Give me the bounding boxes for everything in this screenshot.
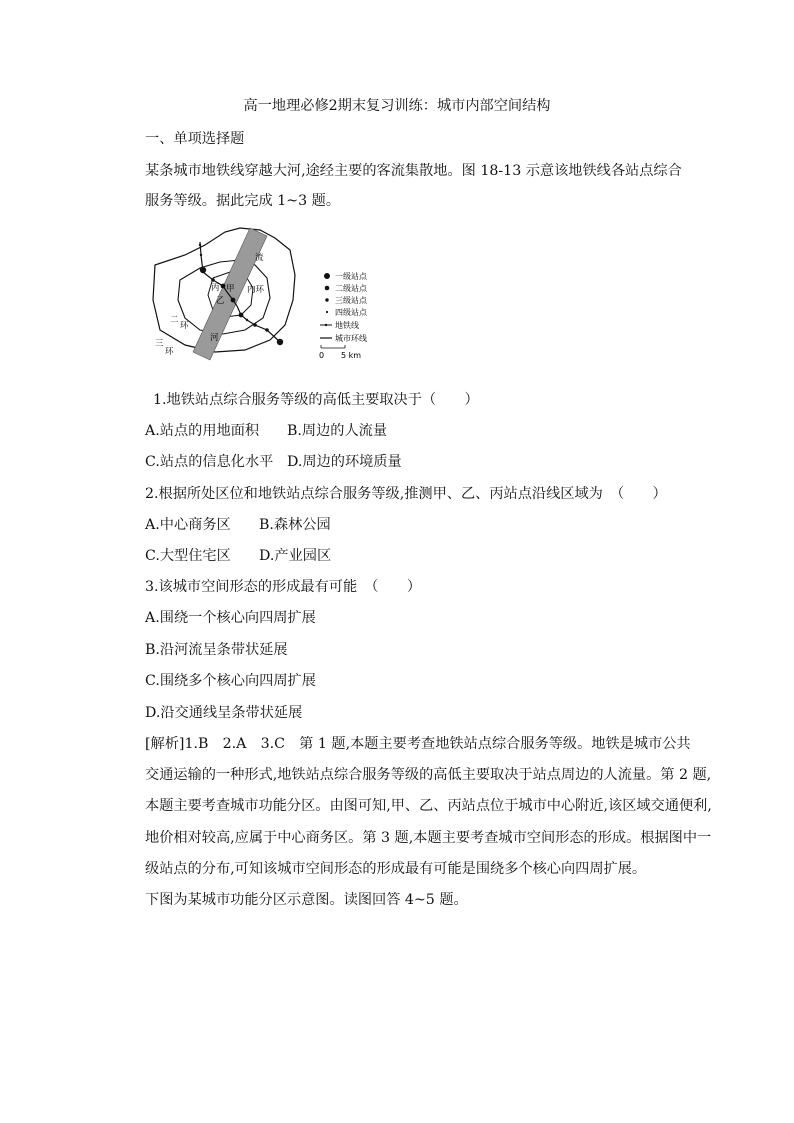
- analysis-line-3: 本题主要考查城市功能分区。由图可知,甲、乙、丙站点位于城市中心附近,该区域交通便利,: [145, 798, 712, 814]
- legend-ring-road: 城市环线: [335, 334, 367, 343]
- intro-text-line-1: 某条城市地铁线穿越大河,途经主要的客流集散地。图 18-13 示意该地铁线各站点综合: [145, 163, 682, 179]
- page-title: 高一地理必修2期末复习训练：城市内部空间结构: [243, 98, 551, 114]
- q1-option-a: A.站点的用地面积: [145, 423, 260, 439]
- legend-subway-line: 地铁线: [335, 321, 359, 330]
- analysis-line-4: 地价相对较高,应属于中心商务区。第 3 题,本题主要考查城市空间形态的形成。根据图中一: [145, 830, 712, 846]
- legend-level1: 一级站点: [335, 272, 367, 281]
- map-label-he: 河: [210, 333, 219, 343]
- q1-option-d: D.周边的环境质量: [287, 454, 402, 470]
- q2-option-b: B.森林公园: [259, 517, 331, 533]
- map-label-ring-2a: 二: [170, 315, 179, 325]
- q2-option-a: A.中心商务区: [145, 517, 231, 533]
- analysis-line-1: [解析]1.B 2.A 3.C 第 1 题,本题主要考查地铁站点综合服务等级。地铁是城市公共: [145, 736, 691, 752]
- map-label-river: 流: [255, 253, 264, 263]
- map-legend: [319, 271, 368, 360]
- station-level4: [246, 319, 248, 321]
- map-label-ring-3a: 三: [155, 339, 164, 349]
- station-level3: [253, 323, 257, 327]
- station-level2: [221, 284, 226, 289]
- question-1-stem: 1.地铁站点综合服务等级的高低主要取决于（ ）: [153, 392, 479, 408]
- map-label-bing: 丙: [211, 283, 220, 293]
- analysis-line-2: 交通运输的一种形式,地铁站点综合服务等级的高低主要取决于站点周边的人流量。第 2 题,: [145, 767, 712, 783]
- q3-option-c: C.围绕多个核心向四周扩展: [145, 673, 316, 689]
- map-label-jia: 甲: [226, 284, 235, 294]
- subway-map-figure: [145, 220, 405, 365]
- station-level2: [231, 298, 236, 303]
- question-3-stem: 3.该城市空间形态的形成最有可能 （ ）: [145, 579, 422, 595]
- scale-zero: 0: [319, 351, 325, 360]
- question-2-stem: 2.根据所处区位和地铁站点综合服务等级,推测甲、乙、丙站点沿线区域为 （ ）: [145, 486, 667, 502]
- map-label-ring-3b: 环: [165, 347, 174, 357]
- station-level1: [200, 267, 206, 273]
- legend-level3: 三级站点: [335, 296, 367, 305]
- station-level3: [211, 278, 215, 282]
- q3-option-d: D.沿交通线呈条带状延展: [145, 705, 303, 721]
- q1-option-b: B.周边的人流量: [287, 423, 388, 439]
- q2-option-c: C.大型住宅区: [145, 548, 231, 564]
- station-level1: [277, 339, 283, 345]
- section-heading: 一、单项选择题: [145, 131, 245, 147]
- station-level4: [200, 254, 202, 256]
- next-figure-intro: 下图为某城市功能分区示意图。读图回答 4~5 题。: [145, 892, 468, 908]
- legend-level2: 二级站点: [335, 284, 367, 293]
- q3-option-b: B.沿河流呈条带状延展: [145, 642, 288, 658]
- station-level2: [239, 313, 244, 318]
- legend-level4: 四级站点: [335, 308, 367, 317]
- analysis-line-5: 级站点的分布,可知该城市空间形态的形成最有可能是围绕多个核心向四周扩展。: [145, 861, 647, 877]
- q3-option-a: A.围绕一个核心向四周扩展: [145, 610, 316, 626]
- q1-option-c: C.站点的信息化水平: [145, 454, 274, 470]
- intro-text-line-2: 服务等级。据此完成 1~3 题。: [145, 193, 341, 209]
- map-label-yi: 乙: [216, 296, 225, 306]
- station-level3: [265, 328, 269, 332]
- station-level4: [199, 244, 201, 246]
- q2-option-d: D.产业园区: [259, 548, 332, 564]
- map-label-ring-2b: 环: [180, 321, 189, 331]
- scale-five: 5 km: [341, 351, 362, 360]
- map-label-inner-ring: 内环: [247, 285, 265, 295]
